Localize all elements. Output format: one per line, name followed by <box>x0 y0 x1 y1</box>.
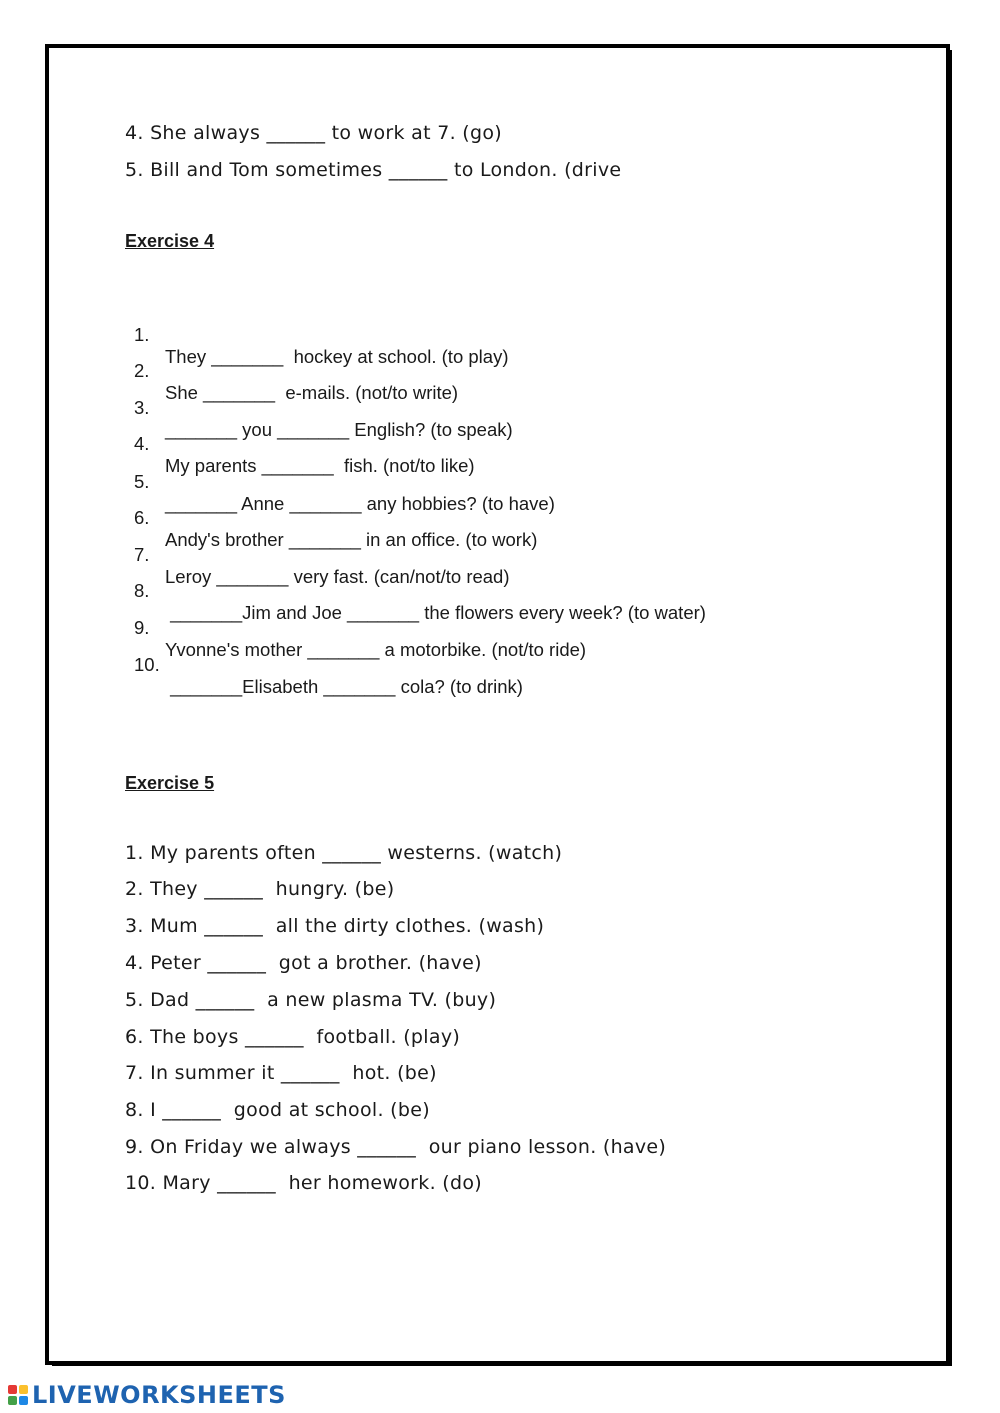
exercise5-item: 6. The boys ______ football. (play) <box>125 1026 461 1048</box>
exercise5-item: 4. Peter ______ got a brother. (have) <box>125 952 482 974</box>
exercise5-item: 2. They ______ hungry. (be) <box>125 878 395 900</box>
logo-blocks-icon <box>8 1385 28 1405</box>
exercise5-item: 1. My parents often ______ westerns. (watch) <box>125 842 563 864</box>
item-text: Yvonne's mother _______ a motorbike. (not/to ride) <box>165 639 587 660</box>
item-number: 7. <box>134 544 150 565</box>
logo-block <box>8 1396 17 1405</box>
exercise4-title: Exercise 4 <box>125 231 215 251</box>
exercise5-item: 8. I ______ good at school. (be) <box>125 1099 430 1121</box>
logo-block <box>19 1385 28 1394</box>
item-text: _______Jim and Joe _______ the flowers every week? (to water) <box>165 602 706 623</box>
item-text: Leroy _______ very fast. (can/not/to read) <box>165 566 510 587</box>
logo-block <box>8 1385 17 1394</box>
item-number: 4. <box>134 433 150 454</box>
item-number: 2. <box>134 360 150 381</box>
exercise3-item-5: 5. Bill and Tom sometimes ______ to London. (drive <box>125 159 622 181</box>
item-text: _______ you _______ English? (to speak) <box>165 419 513 440</box>
item-number: 6. <box>134 507 150 528</box>
item-text: They _______ hockey at school. (to play) <box>165 346 509 367</box>
item-text: _______Elisabeth _______ cola? (to drink) <box>165 676 523 697</box>
item-number: 1. <box>134 324 150 345</box>
worksheet-page <box>45 44 950 1365</box>
exercise5-item: 10. Mary ______ her homework. (do) <box>125 1172 482 1194</box>
item-text: My parents _______ fish. (not/to like) <box>165 455 475 476</box>
exercise5-item: 5. Dad ______ a new plasma TV. (buy) <box>125 989 497 1011</box>
item-number: 9. <box>134 617 150 638</box>
exercise5-item: 9. On Friday we always ______ our piano lesson. (have) <box>125 1136 667 1158</box>
item-number: 10. <box>134 654 160 675</box>
item-number: 3. <box>134 397 150 418</box>
liveworksheets-logo <box>8 1381 286 1409</box>
exercise3-item-4: 4. She always ______ to work at 7. (go) <box>125 122 502 144</box>
exercise5-item: 7. In summer it ______ hot. (be) <box>125 1062 437 1084</box>
exercise5-item: 3. Mum ______ all the dirty clothes. (wash) <box>125 915 545 937</box>
item-text: She _______ e-mails. (not/to write) <box>165 382 459 403</box>
item-text: Andy's brother _______ in an office. (to work) <box>165 529 538 550</box>
logo-block <box>19 1396 28 1405</box>
exercise5-title: Exercise 5 <box>125 773 215 793</box>
item-number: 8. <box>134 580 150 601</box>
logo-text: LIVEWORKSHEETS <box>32 1381 286 1409</box>
item-text: _______ Anne _______ any hobbies? (to have) <box>165 493 555 514</box>
item-number: 5. <box>134 471 150 492</box>
